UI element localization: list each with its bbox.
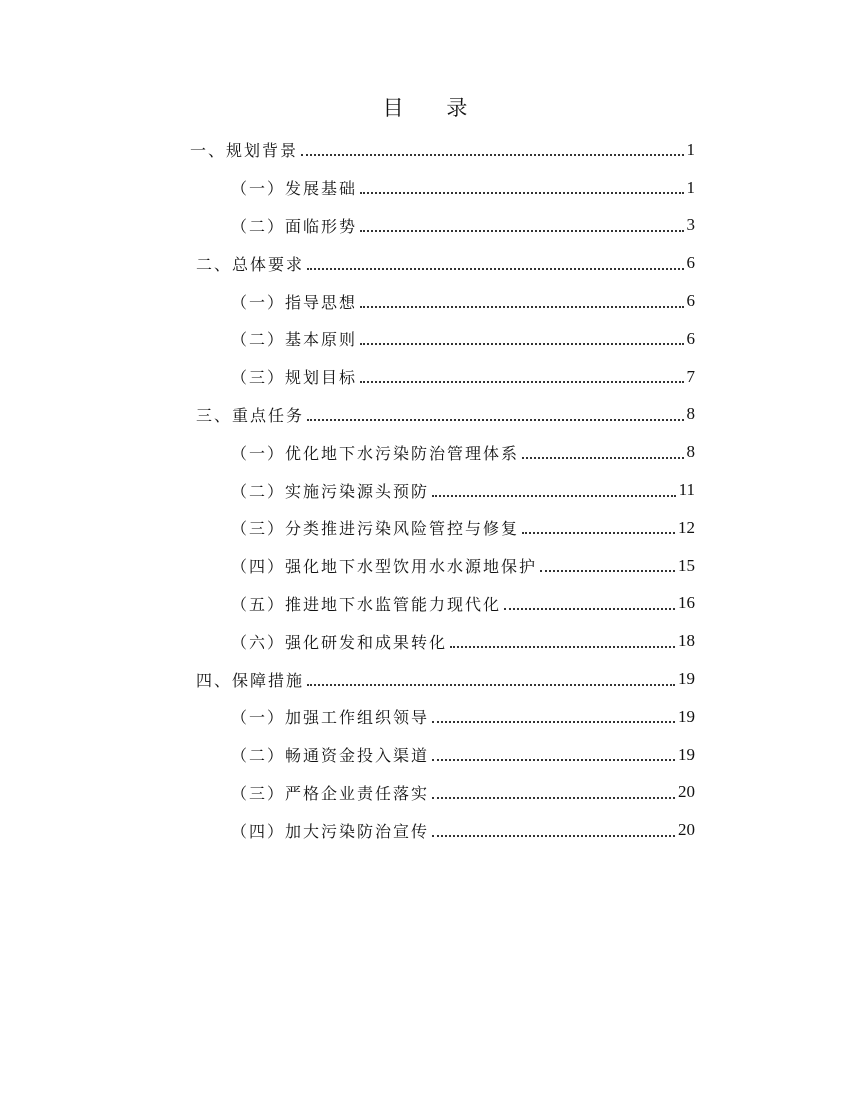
toc-page-number: 18 bbox=[678, 631, 695, 651]
toc-subsection-entry[interactable] bbox=[0, 698, 850, 736]
toc-entry-label: （二）基本原则 bbox=[231, 330, 358, 350]
toc-entry-label: （三）严格企业责任落实 bbox=[231, 783, 430, 803]
toc-dot-leader bbox=[432, 834, 675, 837]
toc-dot-leader bbox=[307, 267, 683, 270]
toc-section-entry[interactable] bbox=[0, 131, 850, 169]
toc-entry-label: 四、保障措施 bbox=[196, 670, 305, 690]
toc-section-entry[interactable] bbox=[0, 660, 850, 698]
toc-page-number: 1 bbox=[686, 177, 695, 197]
toc-section-entry[interactable] bbox=[0, 396, 850, 434]
toc-dot-leader bbox=[360, 191, 683, 194]
toc-page-number: 6 bbox=[686, 253, 695, 273]
toc-dot-leader bbox=[450, 645, 675, 648]
toc-subsection-entry[interactable] bbox=[0, 433, 850, 471]
toc-page-number: 20 bbox=[678, 782, 695, 802]
toc-entry-label: （二）实施污染源头预防 bbox=[231, 481, 430, 501]
toc-page-number: 8 bbox=[686, 442, 695, 462]
toc-section-entry[interactable] bbox=[0, 244, 850, 282]
toc-dot-leader bbox=[360, 305, 683, 308]
toc-dot-leader bbox=[522, 531, 675, 534]
toc-subsection-entry[interactable] bbox=[0, 207, 850, 245]
toc-entry-label: （二）面临形势 bbox=[231, 216, 358, 236]
toc-entry-label: 一、规划背景 bbox=[190, 141, 299, 161]
toc-page-number: 11 bbox=[678, 480, 695, 500]
toc-entry-label: （六）强化研发和成果转化 bbox=[231, 632, 448, 652]
toc-entry-label: （三）规划目标 bbox=[231, 368, 358, 388]
toc-dot-leader bbox=[522, 456, 683, 459]
toc-page-number: 19 bbox=[678, 744, 695, 764]
toc-page-number: 19 bbox=[678, 669, 695, 689]
toc-subsection-entry[interactable] bbox=[0, 358, 850, 396]
toc-subsection-entry[interactable] bbox=[0, 282, 850, 320]
toc-dot-leader bbox=[540, 569, 675, 572]
toc-entry-label: （二）畅通资金投入渠道 bbox=[231, 746, 430, 766]
toc-entry-label: （一）发展基础 bbox=[231, 179, 358, 199]
toc-dot-leader bbox=[360, 229, 683, 232]
toc-entry-label: 三、重点任务 bbox=[196, 405, 305, 425]
toc-entry-label: 二、总体要求 bbox=[196, 254, 305, 274]
toc-subsection-entry[interactable] bbox=[0, 169, 850, 207]
toc-dot-leader bbox=[504, 607, 675, 610]
toc-page-number: 6 bbox=[686, 291, 695, 311]
toc-subsection-entry[interactable] bbox=[0, 320, 850, 358]
toc-entry-label: （四）加大污染防治宣传 bbox=[231, 821, 430, 841]
toc-dot-leader bbox=[307, 683, 675, 686]
toc-subsection-entry[interactable] bbox=[0, 547, 850, 585]
toc-dot-leader bbox=[432, 758, 675, 761]
toc-page-number: 7 bbox=[686, 366, 695, 386]
toc-page-number: 3 bbox=[686, 215, 695, 235]
toc-page-number: 6 bbox=[686, 328, 695, 348]
toc-entry-label: （三）分类推进污染风险管控与修复 bbox=[231, 519, 520, 539]
toc-entry-label: （四）强化地下水型饮用水水源地保护 bbox=[231, 557, 538, 577]
toc-dot-leader bbox=[432, 796, 675, 799]
toc-dot-leader bbox=[360, 380, 683, 383]
toc-page-number: 1 bbox=[686, 139, 695, 159]
toc-dot-leader bbox=[307, 418, 683, 421]
toc-page-number: 16 bbox=[678, 593, 695, 613]
toc-page-number: 20 bbox=[678, 820, 695, 840]
toc-title: 目 录 bbox=[382, 96, 486, 120]
toc-dot-leader bbox=[301, 153, 683, 156]
toc-page-number: 8 bbox=[686, 404, 695, 424]
toc-dot-leader bbox=[360, 342, 683, 345]
toc-subsection-entry[interactable] bbox=[0, 509, 850, 547]
toc-entry-label: （一）优化地下水污染防治管理体系 bbox=[231, 443, 520, 463]
toc-subsection-entry[interactable] bbox=[0, 774, 850, 812]
toc-page-number: 19 bbox=[678, 706, 695, 726]
toc-entry-label: （一）指导思想 bbox=[231, 292, 358, 312]
toc-subsection-entry[interactable] bbox=[0, 471, 850, 509]
toc-dot-leader bbox=[432, 494, 676, 497]
toc-page-number: 15 bbox=[678, 555, 695, 575]
toc-subsection-entry[interactable] bbox=[0, 622, 850, 660]
toc-dot-leader bbox=[432, 720, 675, 723]
toc-entry-label: （五）推进地下水监管能力现代化 bbox=[231, 594, 502, 614]
table-of-contents bbox=[0, 131, 850, 849]
toc-subsection-entry[interactable] bbox=[0, 585, 850, 623]
toc-subsection-entry[interactable] bbox=[0, 736, 850, 774]
toc-subsection-entry[interactable] bbox=[0, 811, 850, 849]
toc-page-number: 12 bbox=[678, 517, 695, 537]
toc-entry-label: （一）加强工作组织领导 bbox=[231, 708, 430, 728]
